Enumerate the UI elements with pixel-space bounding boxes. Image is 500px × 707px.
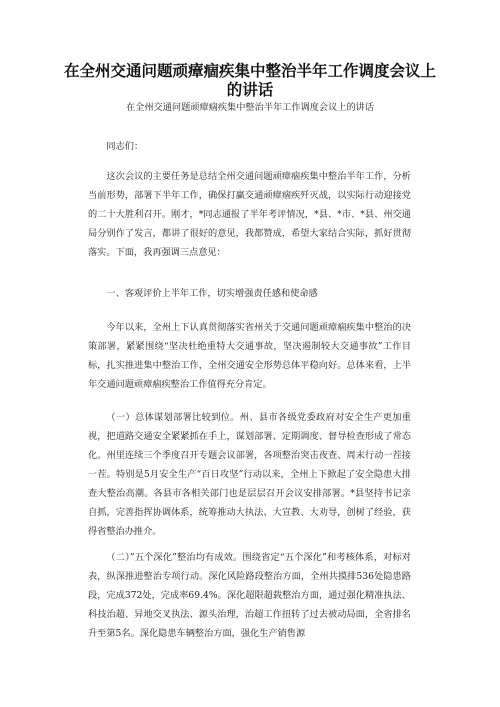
section-heading-text: 一、客观评价上半年工作，切实增强责任感和使命感 — [106, 288, 318, 299]
paragraph-text: （一）总体谋划部署比较到位。州、县市各级党委政府对安全生产更加重视，把道路交通安全紧紧抓在手上，谋划部署、定期调度、督导检查形成了常态化。州里连续三个季度召开专题会议部署，各项整治突击夜查、周末行动一茬接一茬。特别是5月安全生产“百日攻坚”行动以来，全州上下掀起了安全隐患大排查大整治高潮。各县市各相关部门也是层层召开会议安排部署。*县坚持书记亲自抓，完善指挥协调体系，统筹推动大执法、大宣教、大劝导，创树了经验，获得省整治办推介。 — [88, 412, 411, 537]
document-title: 在全州交通问题顽瘴痼疾集中整治半年工作调度会议上的讲话 — [63, 62, 436, 99]
salutation-text: 同志们： — [106, 141, 144, 152]
salutation — [88, 137, 411, 156]
document-subtitle: 在全州交通问题顽瘴痼疾集中整治半年工作调度会议上的讲话 — [125, 102, 375, 113]
paragraph-overview — [88, 318, 411, 394]
paragraph-text: 这次会议的主要任务是总结全州交通问题顽瘴痼疾集中整治半年工作，分析当前形势，部署下半年工作，确保打赢交通顽瘴痼疾歼灭战，以实际行动迎接党的二十大胜利召开。刚才，*同志通报了半年考评情况，*县、*市、*县、州交通局分别作了发言，都讲了很好的意见，我都赞成，希望大家结合实际，抓好贯彻落实。下面，我再强调三点意见： — [88, 171, 411, 258]
paragraph-intro — [88, 167, 411, 262]
paragraph-text: 今年以来，全州上下认真贯彻落实省州关于交通问题顽瘴痼疾集中整治的决策部署，紧紧围绕“坚决杜绝重特大交通事故，坚决遏制较大交通事故”工作目标，扎实推进集中整治工作，全州交通安全形势总体平稳向好。总体来看，上半年交通问题顽瘴痼疾整治工作值得充分肯定。 — [88, 322, 411, 390]
paragraph-subsection-1 — [88, 408, 411, 541]
paragraph-text: （二）”五个深化”整治均有成效。围绕省定“五个深化”和考核体系，对标对表，纵深推进整治专项行动。深化风险路段整治方面，全州共摸排536处隐患路段，完成372处，完成率69.4%。深化超限超载整治方面，通过强化精准执法、科技治超、异地交叉执法、源头治理，治超工作扭转了过去被动局面，全省排名升至第5名。深化隐患车辆整治方面，强化生产销售源 — [88, 552, 411, 639]
section-heading-1 — [88, 284, 411, 303]
paragraph-subsection-2 — [88, 548, 411, 643]
